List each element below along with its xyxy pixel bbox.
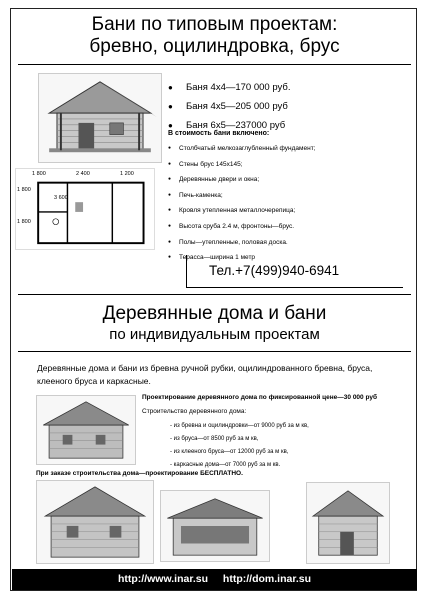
construction-item: - из бруса—от 8500 руб за м кв, [170, 436, 259, 442]
plan-dim-2: 2 400 [76, 171, 90, 177]
footer-link-www[interactable]: http://www.inar.su [117, 573, 208, 585]
included-item: ● Стены брус 145х145; [168, 157, 315, 173]
section2-title: Деревянные дома и бани [102, 303, 327, 324]
house-illustration-4 [306, 482, 390, 564]
free-design-note: При заказе строительства дома—проектирование БЕСПЛАТНО. [36, 470, 243, 477]
construction-title: Строительство деревянного дома: [142, 408, 247, 415]
design-price: Проектирование деревянного дома по фиксированной цене—30 000 руб [142, 394, 377, 401]
banya-illustration-svg [39, 74, 161, 162]
divider-top [18, 64, 411, 65]
section2-subtitle: по индивидуальным проектам [109, 326, 320, 343]
house-illustration-3 [160, 490, 270, 562]
phone-box [186, 255, 403, 288]
banya-floor-plan [15, 168, 155, 250]
included-item: ● Печь-каменка; [168, 188, 315, 204]
section2-intro: Деревянные дома и бани из бревна ручной рубки, оцилиндрованного бревна, бруса, клееного бруса и каркасные. [37, 363, 373, 386]
house-4-svg [307, 483, 389, 563]
phone-number[interactable]: Тел.+7(499)940-6941 [209, 263, 340, 278]
divider-section2 [18, 351, 411, 352]
section1-title [0, 14, 429, 58]
plan-dim-1: 1 800 [32, 171, 46, 177]
house-2-svg [37, 481, 153, 563]
construction-list [170, 420, 309, 472]
banya-illustration [38, 73, 162, 163]
footer-link-dom[interactable]: http://dom.inar.su [222, 573, 312, 585]
house-3-svg [161, 491, 269, 561]
house-illustration-2 [36, 480, 154, 564]
included-list [168, 141, 315, 266]
included-item: ● Высота сруба 2.4 м, фронтоны—брус. [168, 219, 315, 235]
divider-middle [18, 294, 411, 295]
price-item: ● Баня 6х5—237000 руб [168, 116, 290, 135]
plan-dim-3: 1 200 [120, 171, 134, 177]
plan-dim-6: 1 800 [17, 219, 31, 225]
section1-title-line2: бревно, оцилиндровка, брус [89, 36, 340, 57]
footer-bar [12, 569, 417, 590]
section1-title-line1: Бани по типовым проектам: [91, 14, 338, 35]
floor-plan-svg [16, 169, 154, 249]
plan-dim-4: 1 800 [17, 187, 31, 193]
house-illustration-1 [36, 395, 136, 465]
price-item: ● Баня 4х5—205 000 руб [168, 97, 290, 116]
price-list [168, 78, 290, 135]
included-item: ● Терасса—ширина 1 метр [168, 250, 315, 266]
included-title: В стоимость бани включено: [168, 130, 270, 137]
included-item: ● Кровля утепленная металлочерепица; [168, 203, 315, 219]
included-item: ● Деревянные двери и окна; [168, 172, 315, 188]
house-1-svg [37, 396, 135, 464]
construction-item: - из бревна и оцилиндровки—от 9000 руб за м кв, [170, 423, 309, 429]
construction-item: - каркасные дома—от 7000 руб за м кв. [170, 462, 281, 468]
plan-dim-5: 3 600 [54, 195, 68, 201]
included-item: ● Столбчатый мелкозаглубленный фундамент; [168, 141, 315, 157]
construction-item: - из клееного бруса—от 12000 руб за м кв, [170, 449, 289, 455]
price-item: ● Баня 4х4—170 000 руб. [168, 78, 290, 97]
included-item: ● Полы—утепленные, половая доска. [168, 235, 315, 251]
